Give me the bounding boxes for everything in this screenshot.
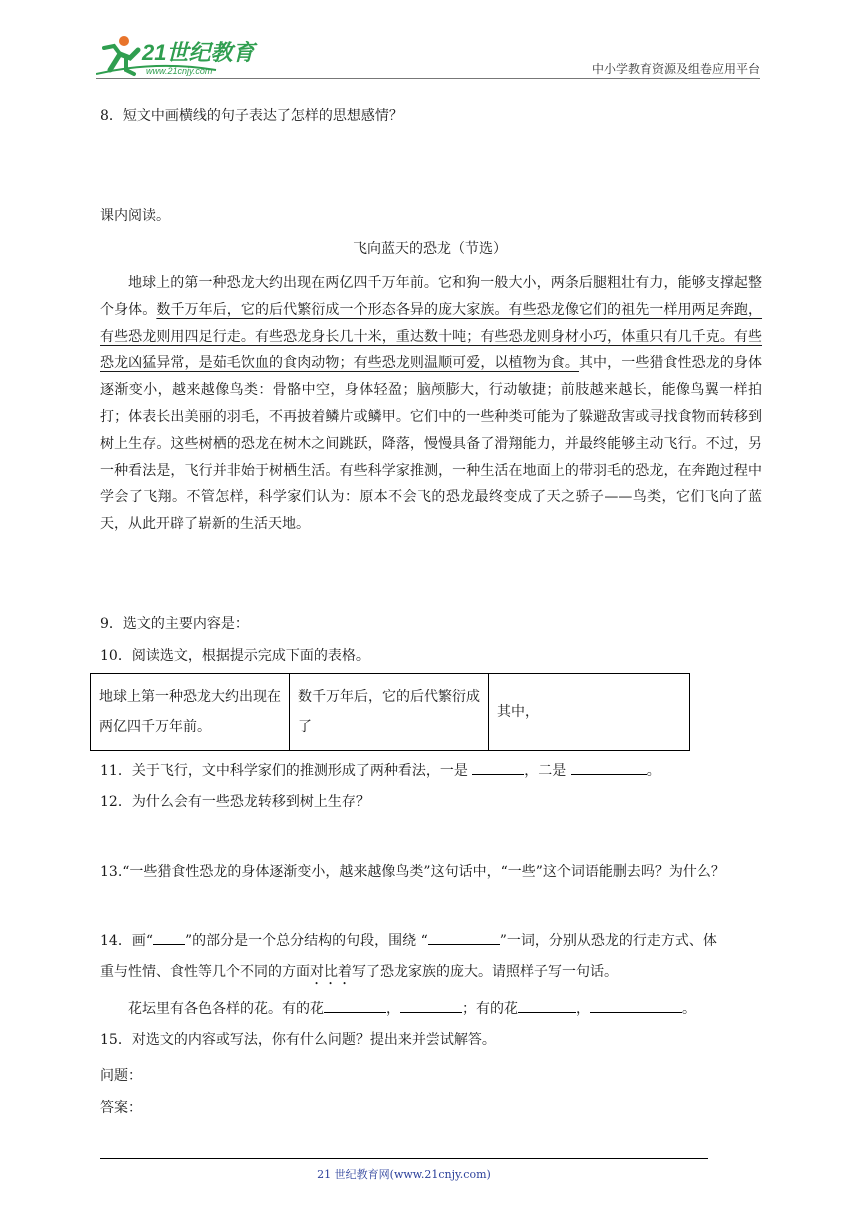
- question-13: 13.“一些猎食性恐龙的身体逐渐变小，越来越像鸟类”这句话中，“一些”这个词语能删去吗？为什么？: [100, 864, 725, 880]
- blank-keyword[interactable]: [428, 930, 500, 945]
- passage-body: [100, 270, 762, 538]
- svg-text:21世纪教育: 21世纪教育: [142, 40, 255, 65]
- passage-sentence-3: 其中，一些猎食性恐龙的身体逐渐变小，越来越像鸟类：骨骼中空，身体轻盈；脑颅膨大，行动敏捷；前肢越来越长，能像鸟翼一样拍打；体表长出美丽的羽毛，不再披着鳞片或鳞甲。它们中的一些种类可能为了躲避敌害或寻找食物而转移到树上生存。这些树栖的恐龙在树木之间跳跃，降落，慢慢具备了滑翔能力，并最终能够主动飞行。不过，另一种看法是，飞行并非始于树栖生活。有些科学家推测，一种生活在地面上的带羽毛的恐龙，在奔跑过程中学会了飞翔。不管怎样，科学家们认为：原本不会飞的恐龙最终变成了天之骄子——鸟类，它们飞向了蓝天，从此开辟了崭新的生活天地。: [100, 355, 763, 533]
- passage-title: 飞向蓝天的恐龙（节选）: [353, 241, 507, 257]
- question-12: 12．为什么会有一些恐龙转移到树上生存？: [100, 794, 370, 810]
- emphasized-word: 对比着: [310, 964, 352, 980]
- answer-label: 答案：: [100, 1100, 142, 1116]
- question-11: 11．关于飞行，文中科学家们的推测形成了两种看法，一是 ，二是 。: [100, 760, 661, 781]
- blank-example-2[interactable]: [400, 998, 462, 1013]
- question-14-example: 花坛里有各色各样的花。有的花 ， ；有的花 ， 。: [128, 998, 696, 1019]
- table-cell-1[interactable]: 地球上第一种恐龙大约出现在两亿四千万年前。: [91, 674, 290, 751]
- underline-sample: [153, 930, 185, 945]
- passage-underlined-section: 数千万年后，它的后代繁衍成一个形态各异的庞大家族。有些恐龙像它们的祖先一样用两足奔跑，有些恐龙则用四足行走。有些恐龙身长几十米，重达数十吨；有些恐龙则身材小巧，体重只有几千克。有些恐龙凶猛异常，是茹毛饮血的食肉动物；有些恐龙则温顺可爱，以植物为食。: [100, 301, 763, 372]
- header-divider: [96, 78, 760, 79]
- footer-source: 21 世纪教育网(www.21cnjy.com): [317, 1168, 491, 1181]
- logo-21cnjy: [96, 30, 276, 78]
- table-cell-2[interactable]: 数千万年后，它的后代繁衍成了: [290, 674, 489, 751]
- svg-text:www.21cnjy.com: www.21cnjy.com: [146, 66, 213, 76]
- footer-divider: [100, 1158, 708, 1159]
- question-9: 9．选文的主要内容是：: [100, 616, 249, 632]
- blank-example-1[interactable]: [324, 998, 386, 1013]
- platform-name: 中小学教育资源及组卷应用平台: [591, 62, 760, 76]
- question-10: 10．阅读选文，根据提示完成下面的表格。: [100, 648, 370, 664]
- blank-example-4[interactable]: [590, 998, 682, 1013]
- passage-sentence-1: 地球上的第一种恐龙大约出现在两亿四千万年前。它和狗一般大小，两条后腿粗壮有力，能够支撑起整个身体。: [100, 275, 762, 318]
- question-label: 问题：: [100, 1068, 142, 1084]
- answer-table: [90, 673, 690, 751]
- section-label: 课内阅读。: [100, 208, 170, 224]
- question-15: 15．对选文的内容或写法，你有什么问题？提出来并尝试解答。: [100, 1032, 496, 1048]
- table-cell-3[interactable]: 其中，: [489, 674, 690, 751]
- blank-view-1[interactable]: [472, 760, 524, 775]
- blank-view-2[interactable]: [571, 760, 647, 775]
- page-header: [96, 28, 760, 80]
- question-8: 8．短文中画横线的句子表达了怎样的思想感情？: [100, 108, 403, 124]
- question-14-line-2: 重与性情、食性等几个不同的方面对比着写了恐龙家族的庞大。请照样子写一句话。: [100, 964, 618, 980]
- question-14-line-1: 14．画“ ”的部分是一个总分结构的句段，围绕 “ ”一词，分别从恐龙的行走方式、体: [100, 930, 717, 951]
- blank-example-3[interactable]: [518, 998, 576, 1013]
